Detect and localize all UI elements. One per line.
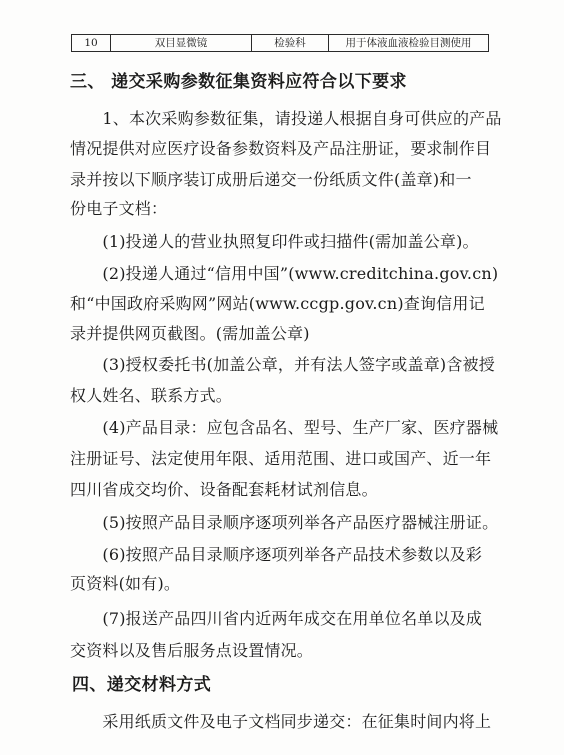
paragraph-line: (6)按照产品目录顺序逐项列举各产品技术参数以及彩 bbox=[70, 545, 483, 564]
paragraph-line: 份电子文档： bbox=[70, 199, 168, 218]
paragraph-line: 1、本次采购参数征集，请投递人根据自身可供应的产品 bbox=[70, 109, 502, 128]
paragraph-line: (1)投递人的营业执照复印件或扫描件(需加盖公章)。 bbox=[70, 232, 479, 251]
paragraph-line: (4)产品目录：应包含品名、型号、生产厂家、医疗器械 bbox=[70, 418, 499, 437]
paragraph-line: (7)报送产品四川省内近两年成交在用单位名单以及成 bbox=[70, 609, 483, 628]
paragraph-line: 录并提供网页截图。(需加盖公章) bbox=[70, 324, 310, 343]
paragraph-line: 权人姓名、联系方式。 bbox=[70, 386, 233, 405]
paragraph-line: 和“中国政府采购网”网站(www.ccgp.gov.cn)查询信用记 bbox=[70, 294, 485, 313]
section-4-heading: 四、递交材料方式 bbox=[72, 675, 212, 695]
paragraph-line: 四川省成交均价、设备配套耗材试剂信息。 bbox=[70, 480, 378, 499]
paragraph-line: (5)按照产品目录顺序逐项列举各产品医疗器械注册证。 bbox=[70, 513, 499, 532]
table-cell-department: 检验科 bbox=[252, 35, 329, 52]
table-cell-name: 双目显微镜 bbox=[111, 35, 252, 52]
paragraph-line: 情况提供对应医疗设备参数资料及产品注册证，要求制作目 bbox=[70, 139, 492, 158]
table-row bbox=[72, 35, 489, 52]
equipment-table bbox=[71, 34, 489, 52]
paragraph-line: 交资料以及售后服务点设置情况。 bbox=[70, 641, 314, 660]
paragraph-line: 页资料(如有)。 bbox=[70, 574, 181, 593]
paragraph-line: (3)授权委托书(加盖公章，并有法人签字或盖章)含被授 bbox=[70, 355, 495, 374]
paragraph-line: 录并按以下顺序装订成册后递交一份纸质文件(盖章)和一 bbox=[70, 170, 472, 189]
table-cell-usage: 用于体液血液检验目测使用 bbox=[329, 35, 489, 52]
section-3-heading: 三、 递交采购参数征集资料应符合以下要求 bbox=[70, 72, 407, 92]
paragraph-line: 采用纸质文件及电子文档同步递交：在征集时间内将上 bbox=[70, 712, 492, 731]
paragraph-line: 注册证号、法定使用年限、适用范围、进口或国产、近一年 bbox=[70, 449, 492, 468]
table-cell-index: 10 bbox=[72, 35, 111, 52]
paragraph-line: (2)投递人通过“信用中国”(www.creditchina.gov.cn) bbox=[70, 264, 499, 283]
